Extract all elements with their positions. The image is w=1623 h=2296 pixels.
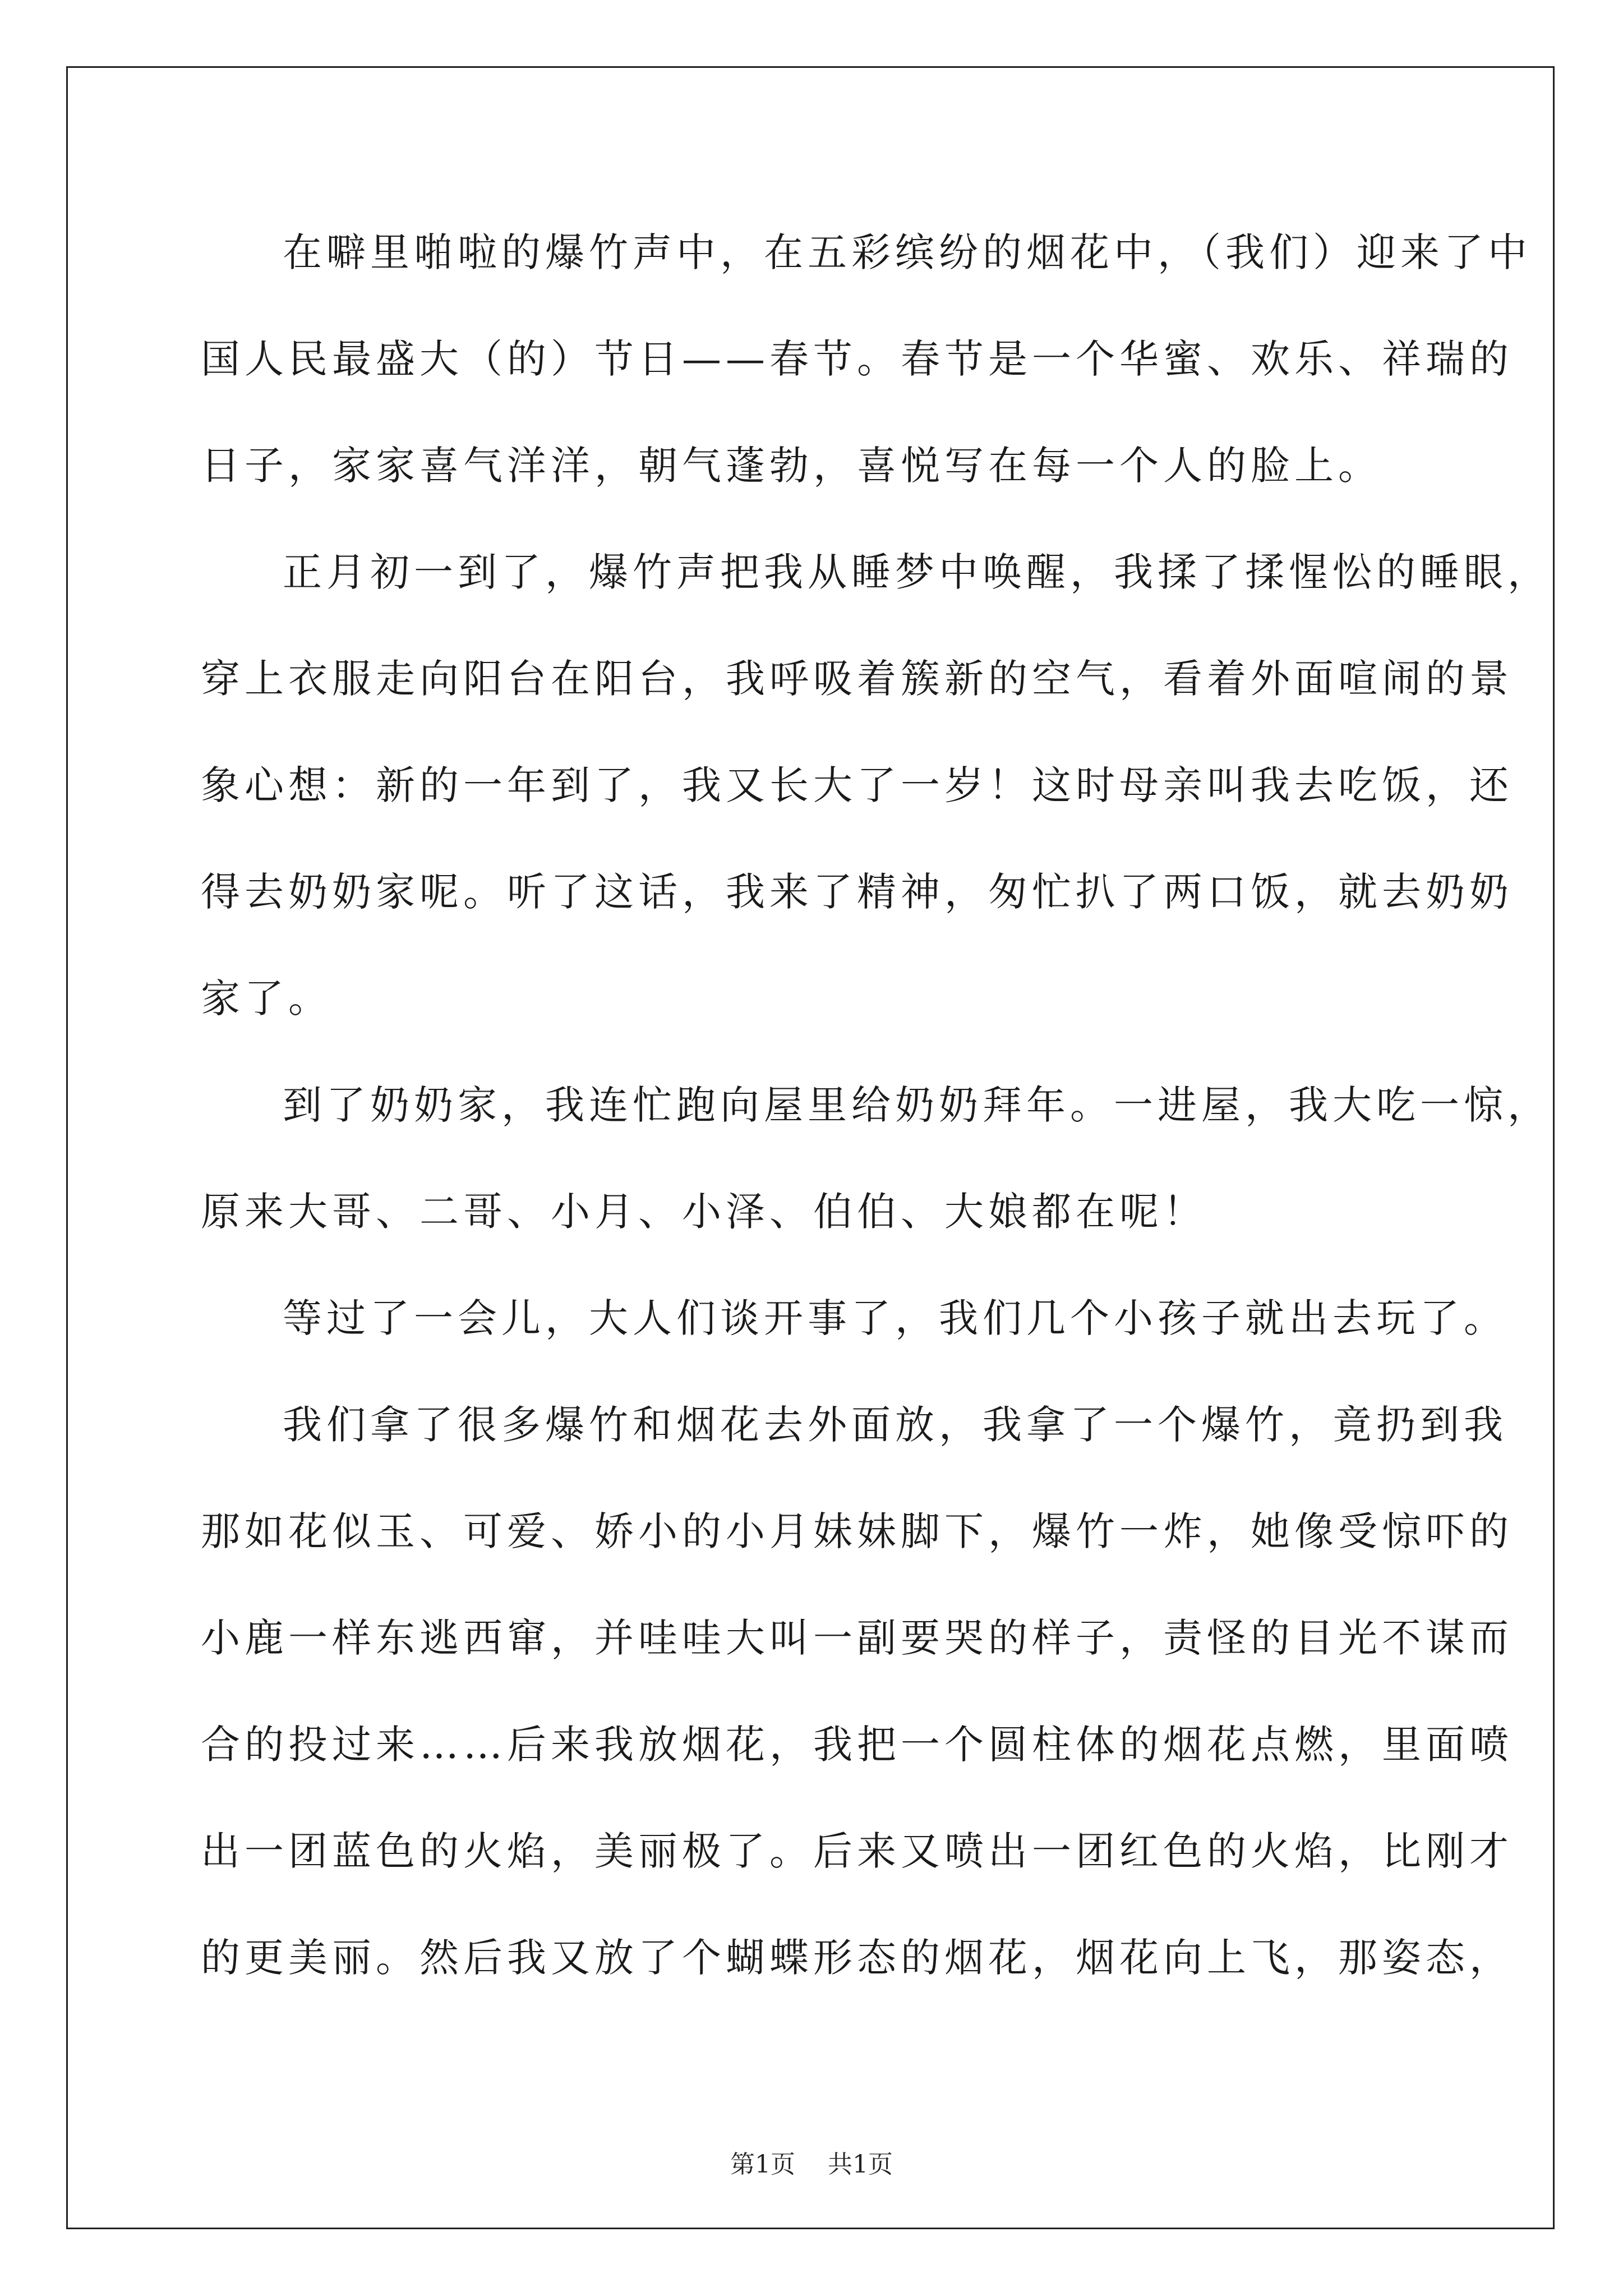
text-line: 国人民最盛大（的）节日——春节。春节是一个华蜜、欢乐、祥瑞的: [201, 336, 1513, 382]
text-line: 合的投过来……后来我放烟花，我把一个圆柱体的烟花点燃，里面喷: [201, 1722, 1513, 1768]
text-line: 得去奶奶家呢。听了这话，我来了精神，匆忙扒了两口饭，就去奶奶: [201, 869, 1513, 915]
text-line: 在噼里啪啦的爆竹声中，在五彩缤纷的烟花中，（我们）迎来了中: [283, 229, 1532, 275]
text-line: 小鹿一样东逃西窜，并哇哇大叫一副要哭的样子，责怪的目光不谋而: [201, 1615, 1513, 1661]
page-number: 第1页: [730, 2150, 795, 2179]
text-line: 我们拿了很多爆竹和烟花去外面放，我拿了一个爆竹，竟扔到我: [283, 1402, 1507, 1448]
text-line: 出一团蓝色的火焰，美丽极了。后来又喷出一团红色的火焰，比刚才: [201, 1828, 1513, 1874]
text-line: 的更美丽。然后我又放了个蝴蝶形态的烟花，烟花向上飞，那姿态，: [201, 1935, 1513, 1981]
text-line: 等过了一会儿，大人们谈开事了，我们几个小孩子就出去玩了。: [283, 1295, 1507, 1341]
text-line: 到了奶奶家，我连忙跑向屋里给奶奶拜年。一进屋，我大吃一惊，: [283, 1082, 1551, 1128]
text-line: 家了。: [201, 976, 332, 1022]
text-line: 原来大哥、二哥、小月、小泽、伯伯、大娘都在呢！: [201, 1189, 1207, 1235]
page-footer: [0, 2144, 1623, 2180]
text-line: 穿上衣服走向阳台在阳台，我呼吸着簇新的空气，看着外面喧闹的景: [201, 656, 1513, 702]
document-body: [201, 222, 1551, 2033]
text-line: 那如花似玉、可爱、娇小的小月妹妹脚下，爆竹一炸，她像受惊吓的: [201, 1508, 1513, 1554]
page-total: 共1页: [828, 2150, 893, 2179]
text-line: 日子，家家喜气洋洋，朝气蓬勃，喜悦写在每一个人的脸上。: [201, 443, 1382, 489]
text-line: 正月初一到了，爆竹声把我从睡梦中唤醒，我揉了揉惺忪的睡眼，: [283, 549, 1551, 595]
text-line: 象心想：新的一年到了，我又长大了一岁！这时母亲叫我去吃饭，还: [201, 762, 1513, 808]
